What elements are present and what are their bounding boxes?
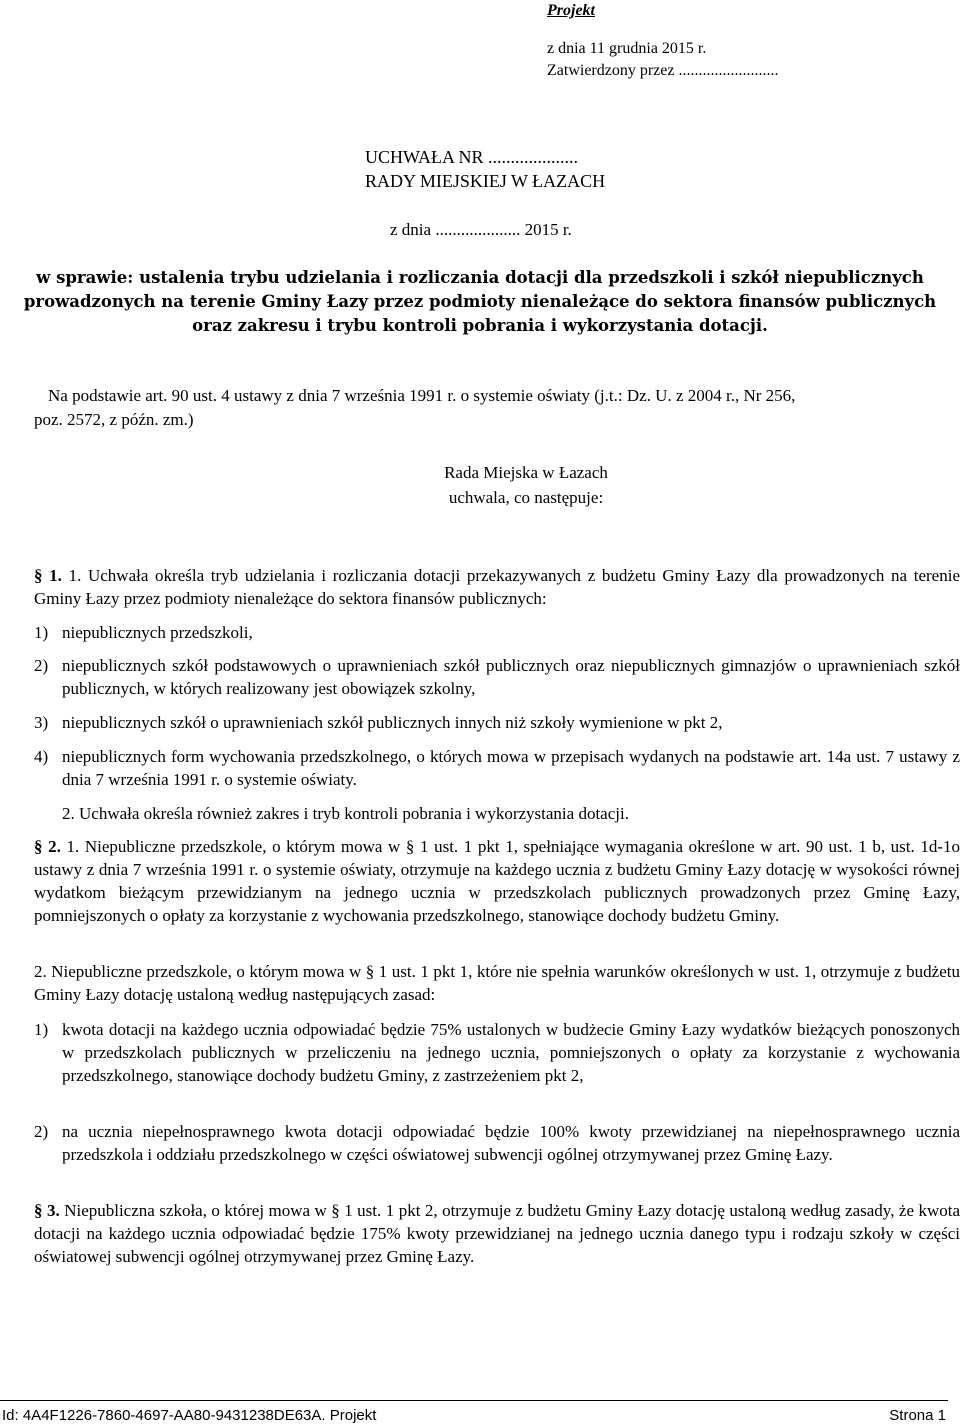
section-1-para-1 bbox=[34, 564, 960, 610]
section-1-item-1 bbox=[34, 621, 960, 644]
footer-divider bbox=[0, 1400, 948, 1401]
resolves-line: uchwala, co następuje: bbox=[448, 488, 604, 507]
section-2-para-1-text: 1. Niepubliczne przedszkole, o którym mowa w § 1 ust. 1 pkt 1, spełniające wymagania określone w art. 90 ust. 1 b, ust. 1d-1o ustawy z dnia 7 września 1991 r. o systemie oświaty, otrzymuje na każdego ucznia z budżetu Gminy Łazy dotację w wysokości równej wydatkom bieżącym przewidzianym na jednego ucznia w przedszkolach publicznych prowadzonych przez Gminę Łazy, pomniejszonych o opłaty za korzystanie z wychowania przedszkolnego, stanowiące dochody budżetu Gminy. bbox=[34, 837, 960, 925]
resolution-subject: w sprawie: ustalenia trybu udzielania i rozliczania dotacji dla przedszkoli i szkół niepublicznych prowadzonych na terenie Gminy Łazy przez podmioty nienależące do sektora finansów publicznych oraz zakresu i trybu kontroli pobrania i wykorzystania dotacji. bbox=[23, 268, 937, 335]
projekt-label: Projekt bbox=[547, 2, 595, 19]
item-number: 1) bbox=[34, 1020, 49, 1039]
section-2-item-1 bbox=[34, 1018, 960, 1087]
resolution-number: UCHWAŁA NR .................... bbox=[365, 147, 579, 167]
section-2-para-1 bbox=[34, 835, 960, 927]
section-1-item-3 bbox=[34, 711, 960, 734]
section-3-label: § 3. bbox=[34, 1201, 60, 1220]
section-2-para-2: 2. Niepubliczne przedszkole, o którym mowa w § 1 ust. 1 pkt 1, które nie spełnia warunków określonych w ust. 1, otrzymuje z budżetu Gminy Łazy dotację ustaloną według następujących zasad: bbox=[34, 962, 960, 1004]
item-number: 3) bbox=[34, 713, 49, 732]
document-header bbox=[547, 0, 778, 82]
legal-basis-line2: poz. 2572, z późn. zm.) bbox=[34, 410, 194, 429]
item-text: niepublicznych szkół podstawowych o uprawnieniach szkół publicznych oraz niepublicznych gimnazjów o uprawnieniach szkół publicznych, w których realizowany jest obowiązek szkolny, bbox=[62, 656, 960, 698]
item-number: 1) bbox=[34, 623, 49, 642]
section-3 bbox=[34, 1199, 960, 1268]
item-number: 2) bbox=[34, 656, 49, 675]
section-2-label: § 2. bbox=[34, 837, 61, 856]
footer-page-number: Strona 1 bbox=[889, 1407, 946, 1424]
header-date: z dnia 11 grudnia 2015 r. bbox=[547, 40, 707, 57]
section-1-para-2: 2. Uchwała określa również zakres i tryb kontroli pobrania i wykorzystania dotacji. bbox=[62, 804, 629, 823]
section-3-text: Niepubliczna szkoła, o której mowa w § 1 ust. 1 pkt 2, otrzymuje z budżetu Gminy Łazy dotację ustaloną według zasady, że kwota dotacji na każdego ucznia odpowiadać będzie 175% kwoty przewidzianej na jednego ucznia danego typu i rodzaju szkoły w części oświatowej subwencji ogólnej otrzymywanej przez Gminę Łazy. bbox=[34, 1201, 960, 1266]
resolution-date: z dnia .................... 2015 r. bbox=[390, 220, 572, 239]
item-text: niepublicznych szkół o uprawnieniach szkół publicznych innych niż szkoły wymienione w pkt 2, bbox=[62, 713, 723, 732]
section-1-item-2 bbox=[34, 654, 960, 700]
section-2-item-2 bbox=[34, 1120, 960, 1166]
section-1-para-1-num: 1. bbox=[68, 566, 82, 585]
item-number: 4) bbox=[34, 747, 49, 766]
section-1-label: § 1. bbox=[34, 566, 62, 585]
council-name: RADY MIEJSKIEJ W ŁAZACH bbox=[365, 171, 606, 191]
item-number: 2) bbox=[34, 1122, 49, 1141]
item-text: niepublicznych przedszkoli, bbox=[62, 623, 253, 642]
council-line: Rada Miejska w Łazach bbox=[444, 463, 608, 482]
legal-basis-line1: Na podstawie art. 90 ust. 4 ustawy z dnia 7 września 1991 r. o systemie oświaty (j.t.: Dz. U. z 2004 r., Nr 256, bbox=[48, 386, 796, 405]
section-1-para-1-text: Uchwała określa tryb udzielania i rozliczania dotacji przekazywanych z budżetu Gminy Łazy dla prowadzonych na terenie Gminy Łazy przez podmioty nienależące do sektora finansów publicznych: bbox=[34, 566, 960, 608]
item-text: niepublicznych form wychowania przedszkolnego, o których mowa w przepisach wydanych na podstawie art. 14a ust. 7 ustawy z dnia 7 września 1991 r. o systemie oświaty. bbox=[62, 747, 960, 789]
item-text: kwota dotacji na każdego ucznia odpowiadać będzie 75% ustalonych w budżecie Gminy Łazy wydatków bieżących ponoszonych w przedszkolach publicznych w przeliczeniu na jednego ucznia, pomniejszonych o opłaty za korzystanie z wychowania przedszkolnego, stanowiące dochody budżetu Gminy, z zastrzeżeniem pkt 2, bbox=[62, 1020, 960, 1085]
item-text: na ucznia niepełnosprawnego kwota dotacji odpowiadać będzie 100% kwoty przewidzianej na niepełnosprawnego ucznia przedszkola i oddziału przedszkolnego w części oświatowej subwencji ogólnej otrzymywanej przez Gminę Łazy. bbox=[62, 1122, 960, 1164]
council-resolves bbox=[0, 460, 960, 510]
approved-by: Zatwierdzony przez ......................... bbox=[547, 62, 779, 79]
footer-document-id: Id: 4A4F1226-7860-4697-AA80-9431238DE63A. Projekt bbox=[2, 1407, 377, 1424]
section-1-item-4 bbox=[34, 745, 960, 791]
